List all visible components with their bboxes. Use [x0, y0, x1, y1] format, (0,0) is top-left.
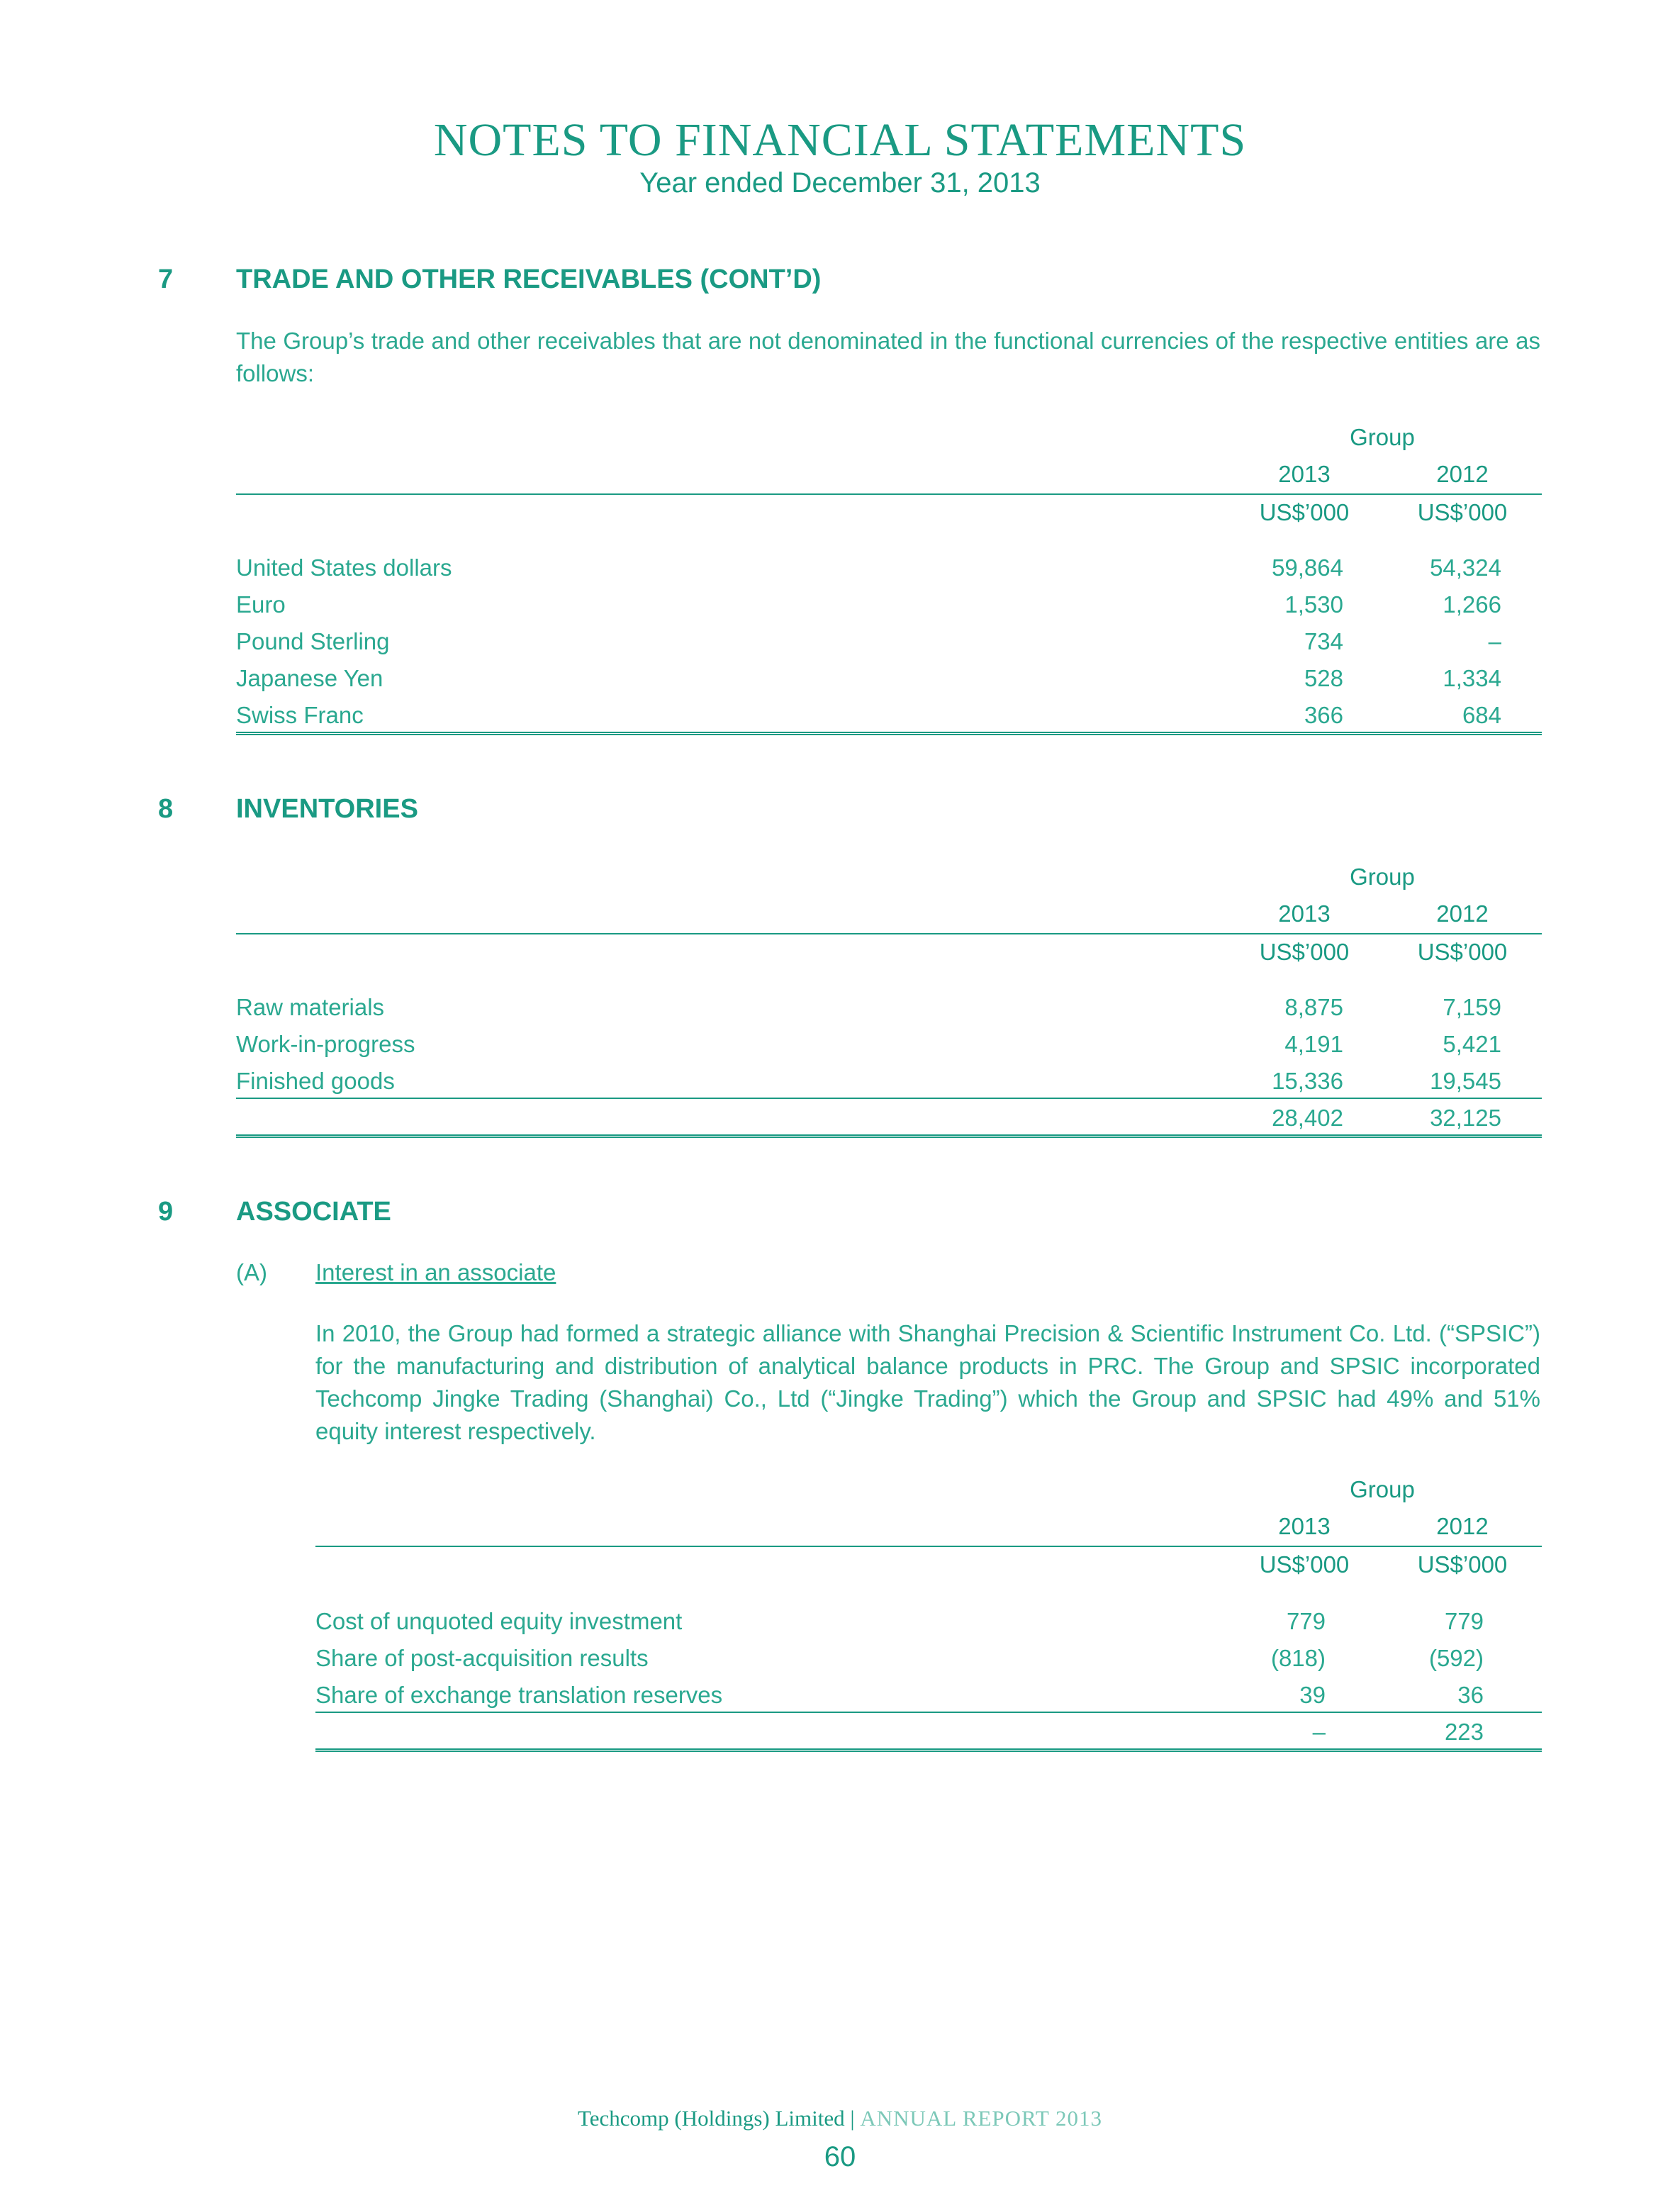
table-row-label: Work-in-progress	[236, 1031, 415, 1057]
section-9-paragraph: In 2010, the Group had formed a strategic alliance with Shanghai Precision & Scientific Instrument Co. Ltd. (“SPSIC”) for the manufacturing and distribution of analytical balance products in PRC. The Group and SPSIC incorporated Techcomp Jingke Trading (Shanghai) Co., Ltd (“Jingke Trading”) which the Group and SPSIC had 49% and 51% equity interest respectively.	[315, 1320, 1540, 1444]
section-7-total-double-rule	[236, 732, 1542, 735]
table-row-label: Euro	[236, 591, 286, 618]
section-7-header-rule	[236, 493, 1542, 495]
table-cell-2012: 19,545	[1430, 1068, 1501, 1094]
table-cell-2012: 779	[1444, 1608, 1484, 1634]
footer-company: Techcomp (Holdings) Limited	[577, 2106, 845, 2131]
table-cell-2012: 5,421	[1443, 1031, 1501, 1057]
table-cell-2012: 54,324	[1430, 554, 1501, 581]
section-9-year-2013: 2013	[1278, 1513, 1331, 1539]
section-8-total-2012: 32,125	[1430, 1105, 1501, 1131]
section-7-intro: The Group’s trade and other receivables that are not denominated in the functional currencies of the respective entities are as follows:	[236, 328, 1540, 386]
table-row-label: Share of post-acquisition results	[315, 1645, 649, 1671]
section-7-number: 7	[158, 264, 174, 294]
table-cell-2013: 59,864	[1272, 554, 1343, 581]
section-9-title: ASSOCIATE	[236, 1197, 391, 1227]
table-cell-2012: 36	[1457, 1682, 1484, 1708]
table-cell-2013: 4,191	[1284, 1031, 1343, 1057]
footer-report: ANNUAL REPORT 2013	[860, 2106, 1102, 2131]
section-8-header-rule	[236, 933, 1542, 934]
section-8-total-double-rule	[236, 1134, 1542, 1138]
section-9-year-2012: 2012	[1436, 1513, 1489, 1539]
section-9-number: 9	[158, 1197, 174, 1227]
table-row-label: Cost of unquoted equity investment	[315, 1608, 683, 1634]
section-9-sub-label: (A)	[236, 1259, 267, 1285]
section-9-unit-2012: US$’000	[1417, 1551, 1508, 1578]
page-title: NOTES TO FINANCIAL STATEMENTS	[433, 114, 1247, 166]
table-row-label: Raw materials	[236, 994, 385, 1020]
table-cell-2013: 734	[1304, 628, 1343, 654]
section-8-subtotal-rule	[236, 1098, 1542, 1099]
section-9-total-2012: 223	[1444, 1719, 1484, 1745]
table-row-label: Japanese Yen	[236, 665, 383, 691]
section-9-sub-title: Interest in an associate	[315, 1259, 556, 1285]
section-7-unit-2012: US$’000	[1417, 499, 1508, 525]
section-7-year-2013: 2013	[1278, 461, 1331, 487]
page-number: 60	[824, 2141, 856, 2172]
section-9-subtotal-rule	[315, 1712, 1542, 1713]
section-7-title: TRADE AND OTHER RECEIVABLES (CONT’D)	[236, 264, 822, 294]
table-cell-2012: 7,159	[1443, 994, 1501, 1020]
table-cell-2013: 528	[1304, 665, 1343, 691]
table-cell-2013: (818)	[1270, 1645, 1326, 1671]
section-8-number: 8	[158, 794, 174, 824]
section-8-group-label: Group	[1350, 864, 1415, 890]
table-cell-2012: 1,334	[1443, 665, 1501, 691]
table-cell-2013: 366	[1304, 702, 1343, 728]
table-cell-2013: 779	[1286, 1608, 1326, 1634]
table-row-label: Pound Sterling	[236, 628, 390, 654]
table-row-label: United States dollars	[236, 554, 452, 581]
table-cell-2013: 15,336	[1272, 1068, 1343, 1094]
table-cell-2012: –	[1488, 628, 1501, 654]
section-9-total-double-rule	[315, 1748, 1542, 1752]
table-cell-2013: 39	[1299, 1682, 1326, 1708]
section-7-unit-2013: US$’000	[1259, 499, 1350, 525]
section-9-group-label: Group	[1350, 1476, 1415, 1502]
section-9-total-2013: –	[1312, 1719, 1326, 1745]
table-cell-2013: 8,875	[1284, 994, 1343, 1020]
section-9-unit-2013: US$’000	[1259, 1551, 1350, 1578]
table-cell-2012: (592)	[1428, 1645, 1484, 1671]
footer-separator: |	[850, 2106, 855, 2131]
page-subtitle: Year ended December 31, 2013	[639, 167, 1041, 199]
table-cell-2012: 684	[1462, 702, 1501, 728]
section-8-year-2013: 2013	[1278, 900, 1331, 927]
table-row-label: Share of exchange translation reserves	[315, 1682, 723, 1708]
footer-company-line	[0, 2106, 1680, 2131]
table-row-label: Swiss Franc	[236, 702, 364, 728]
section-8-total-2013: 28,402	[1272, 1105, 1343, 1131]
section-8-year-2012: 2012	[1436, 900, 1489, 927]
section-7-year-2012: 2012	[1436, 461, 1489, 487]
section-8-title: INVENTORIES	[236, 794, 418, 824]
section-7-group-label: Group	[1350, 424, 1415, 450]
table-row-label: Finished goods	[236, 1068, 395, 1094]
section-8-unit-2012: US$’000	[1417, 939, 1508, 965]
table-cell-2013: 1,530	[1284, 591, 1343, 618]
table-cell-2012: 1,266	[1443, 591, 1501, 618]
section-9-header-rule	[315, 1546, 1542, 1547]
section-8-unit-2013: US$’000	[1259, 939, 1350, 965]
